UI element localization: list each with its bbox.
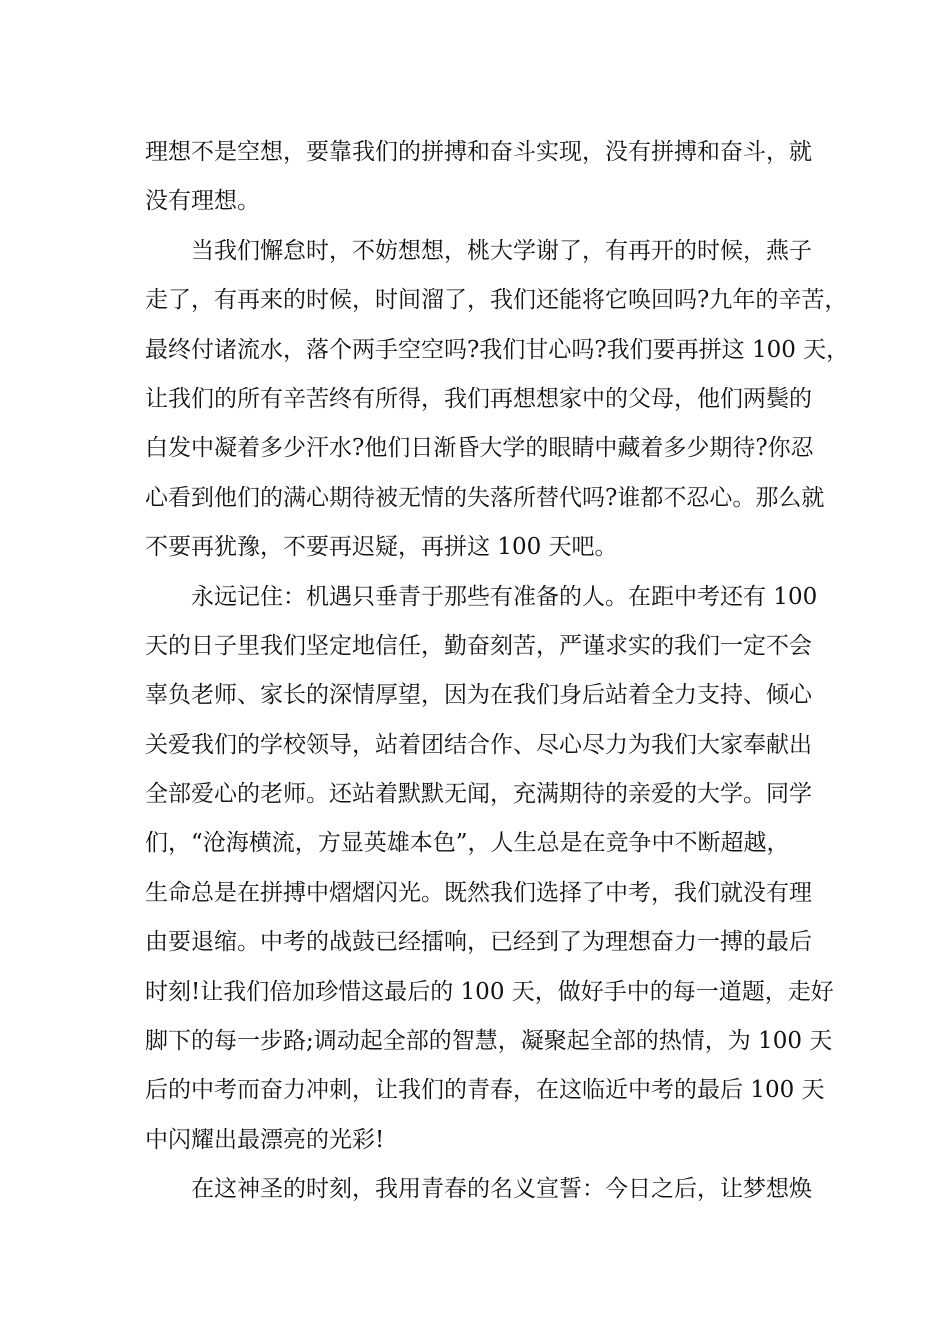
paragraph-p2 bbox=[145, 227, 850, 573]
paragraph-p3 bbox=[145, 573, 834, 1166]
text-line: 们，“沧海横流，方显英雄本色”，人生总是在竞争中不断超越， bbox=[145, 830, 790, 857]
text-line: 走了，有再来的时候，时间溜了，我们还能将它唤回吗?九年的辛苦， bbox=[145, 287, 848, 314]
text-line: 没有理想。 bbox=[145, 188, 260, 215]
text-line: 当我们懈怠时，不妨想想，桃大学谢了，有再开的时候，燕子 bbox=[145, 237, 812, 264]
text-line: 脚下的每一步路;调动起全部的智慧，凝聚起全部的热情，为 100 天 bbox=[145, 1028, 833, 1055]
text-line: 理想不是空想，要靠我们的拼搏和奋斗实现，没有拼搏和奋斗，就 bbox=[145, 139, 812, 165]
text-line: 由要退缩。中考的战鼓已经擂响，已经到了为理想奋力一搏的最后 bbox=[145, 929, 812, 956]
document-body bbox=[145, 128, 850, 1215]
text-line: 在这神圣的时刻，我用青春的名义宣誓：今日之后，让梦想焕 bbox=[145, 1176, 812, 1203]
text-line: 白发中凝着多少汗水?他们日渐昏大学的眼睛中藏着多少期待?你忍 bbox=[145, 435, 814, 462]
text-line: 不要再犹豫，不要再迟疑，再拼这 100 天吧。 bbox=[145, 534, 618, 561]
text-line: 全部爱心的老师。还站着默默无闻，充满期待的亲爱的大学。同学 bbox=[145, 781, 812, 808]
text-line: 永远记住：机遇只垂青于那些有准备的人。在距中考还有 100 bbox=[145, 583, 818, 610]
paragraph-p4 bbox=[145, 1165, 810, 1214]
text-line: 心看到他们的满心期待被无情的失落所替代吗?谁都不忍心。那么就 bbox=[145, 484, 825, 511]
text-line: 辜负老师、家长的深情厚望，因为在我们身后站着全力支持、倾心 bbox=[145, 682, 812, 709]
text-line: 让我们的所有辛苦终有所得，我们再想想家中的父母，他们两鬓的 bbox=[145, 385, 812, 412]
text-line: 最终付诸流水，落个两手空空吗?我们甘心吗?我们要再拼这 100 天， bbox=[145, 336, 850, 363]
text-line: 关爱我们的学校领导，站着团结合作、尽心尽力为我们大家奉献出 bbox=[145, 731, 812, 758]
text-line: 时刻!让我们倍加珍惜这最后的 100 天，做好手中的每一道题，走好 bbox=[145, 978, 834, 1005]
text-line: 后的中考而奋力冲刺，让我们的青春，在这临近中考的最后 100 天 bbox=[145, 1077, 825, 1104]
text-line: 中闪耀出最漂亮的光彩! bbox=[145, 1126, 385, 1153]
paragraph-p1 bbox=[145, 128, 810, 227]
text-line: 生命总是在拼搏中熠熠闪光。既然我们选择了中考，我们就没有理 bbox=[145, 879, 812, 906]
text-line: 天的日子里我们坚定地信任，勤奋刻苦，严谨求实的我们一定不会 bbox=[145, 632, 812, 659]
